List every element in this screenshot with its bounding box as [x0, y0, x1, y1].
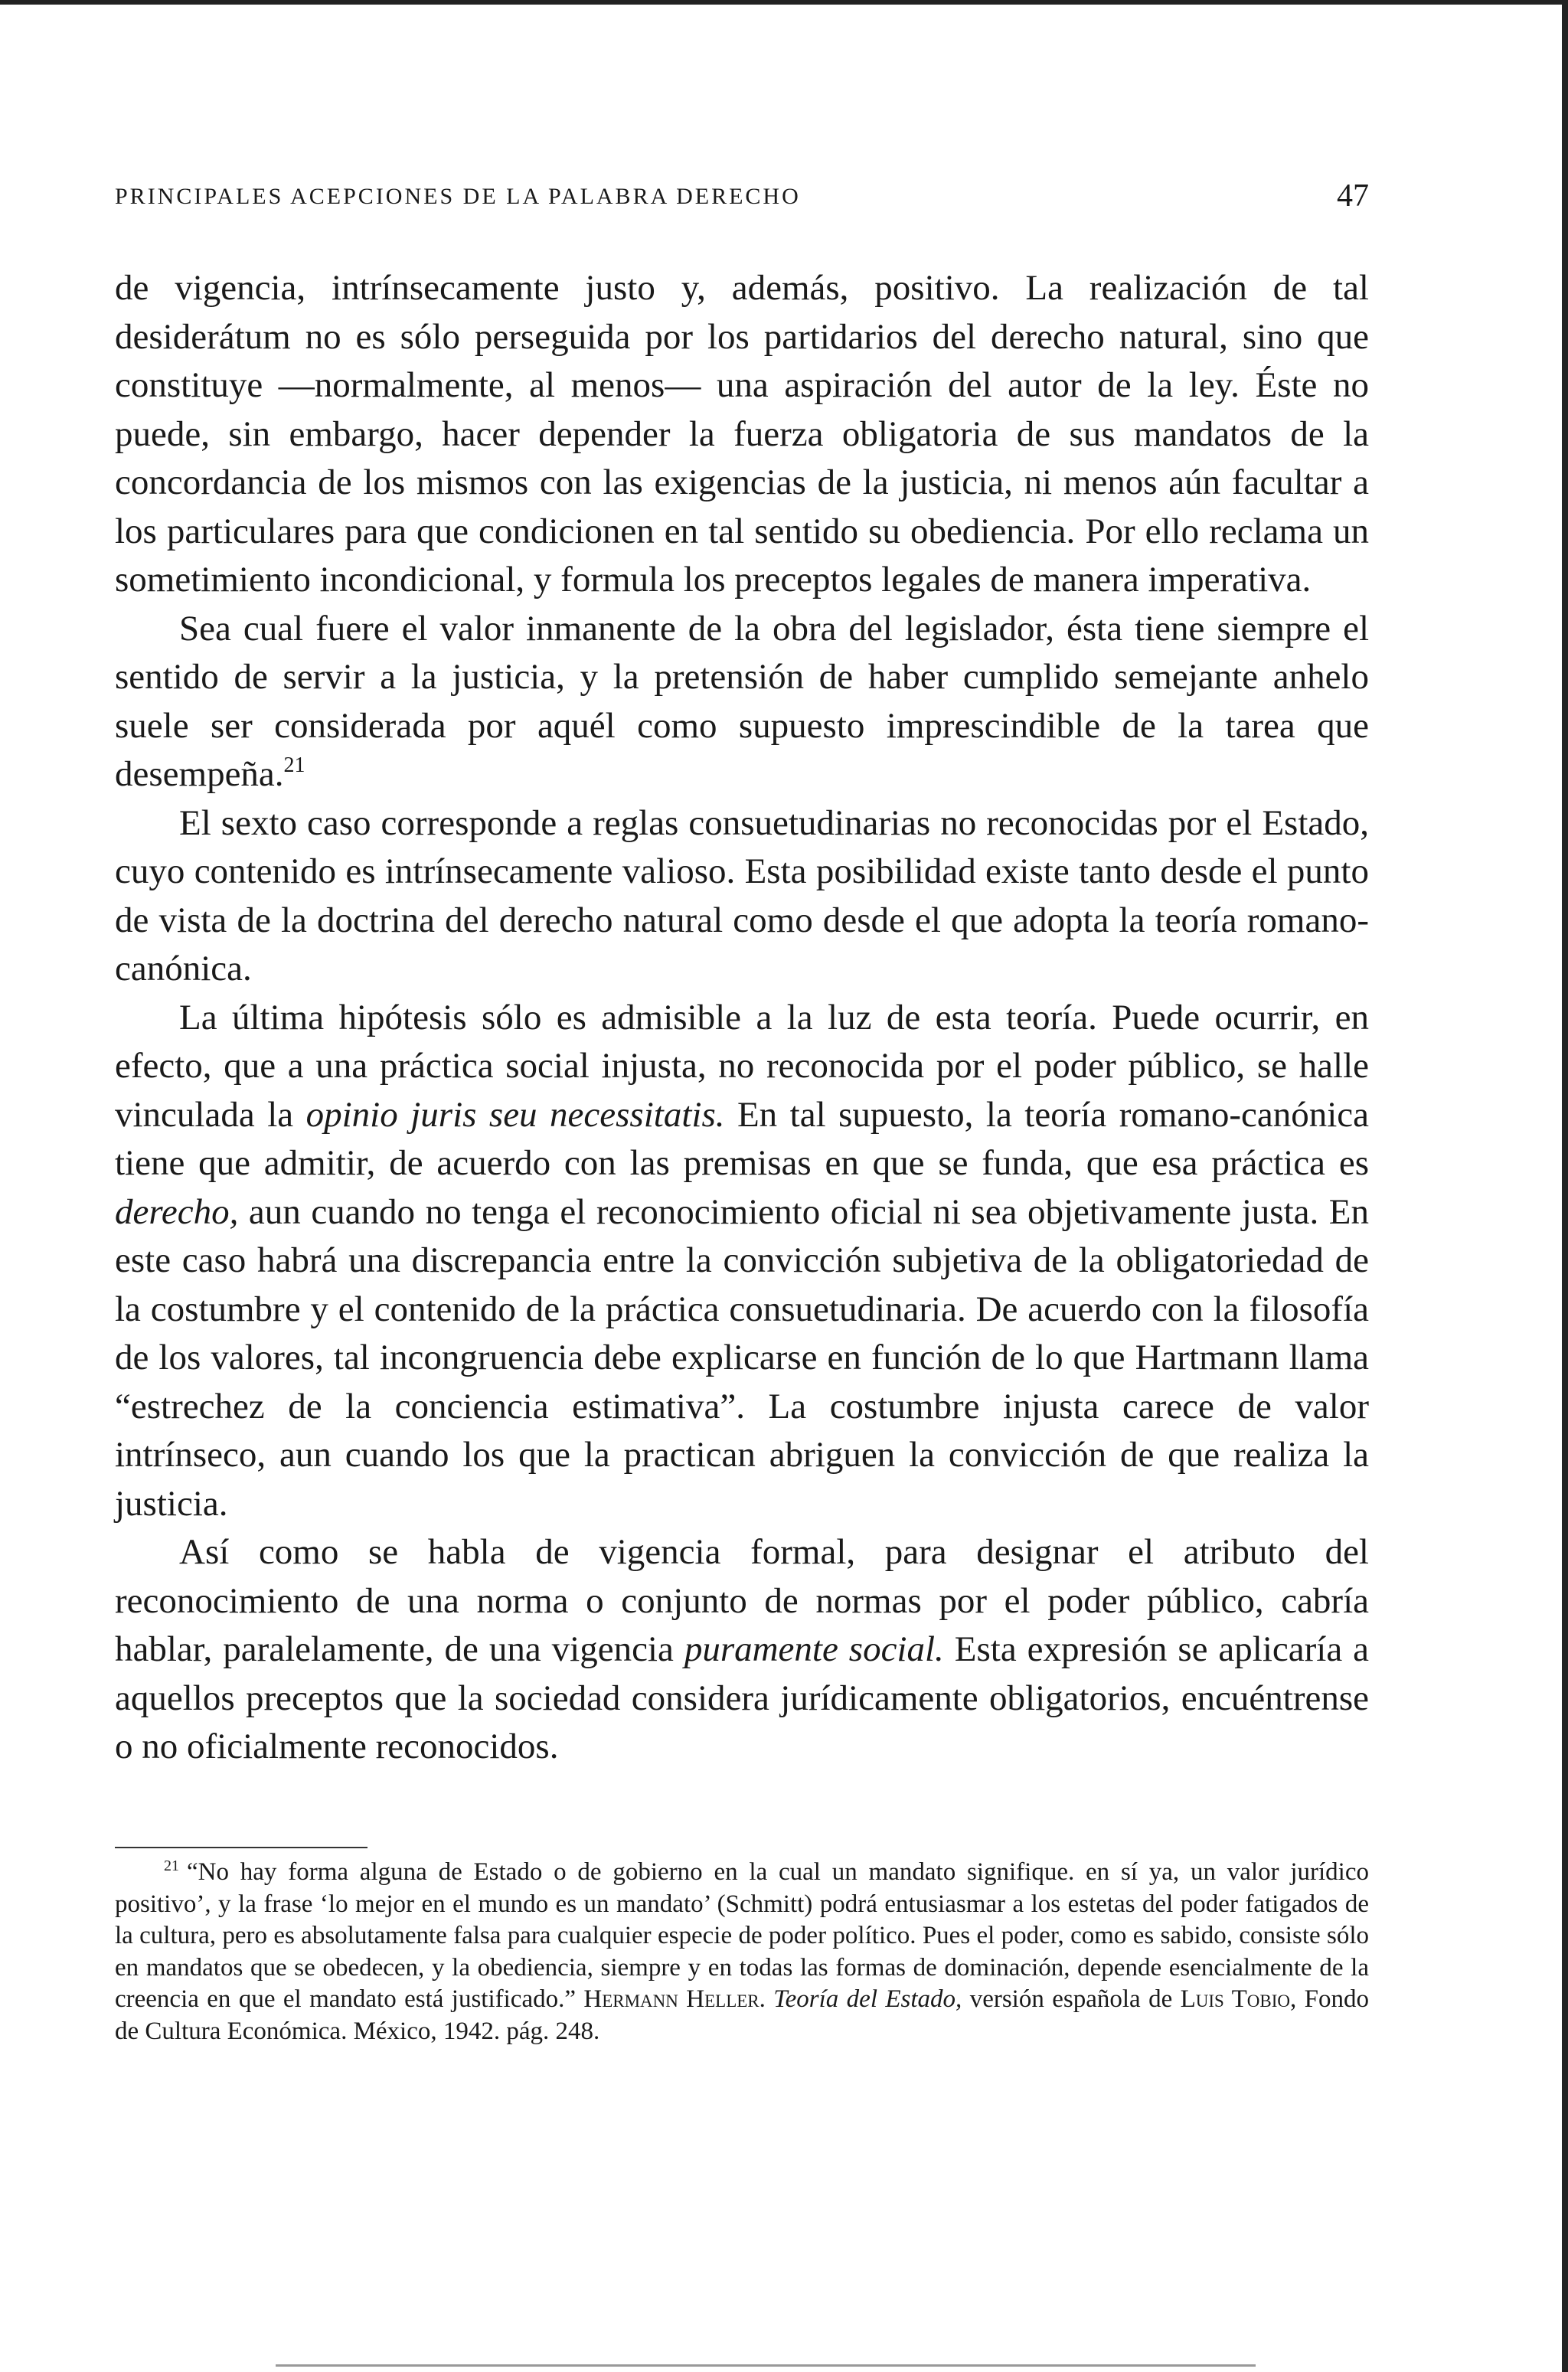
paragraph-3	[115, 799, 1369, 994]
page-edge-top	[0, 0, 1568, 5]
footnote-21	[115, 1857, 1369, 2047]
paragraph-4	[115, 994, 1369, 1529]
page-edge-right	[1562, 0, 1568, 2372]
footnote-ref-21[interactable]: 21	[283, 753, 305, 777]
paragraph-4-text-c: aun cuando no tenga el reconocimiento oficial ni sea objetivamente justa. En este caso habrá una discrepancia entre la convicción subjetiva de la obligatoriedad de la costumbre y el contenido de la práctica consuetudinaria. De acuerdo con la filosofía de los valores, tal incongruencia debe explicarse en función de lo que Hartmann llama “estrechez de la conciencia estimativa”. La costumbre injusta carece de valor intrínseco, aun cuando los que la practican abriguen la convicción de que realiza la justicia.	[115, 1191, 1369, 1524]
footnote-translator: Luis Tobio,	[1180, 1985, 1297, 2013]
bottom-rule	[276, 2364, 1256, 2367]
footnote-number: 21	[164, 1857, 179, 1874]
paragraph-2-text: Sea cual fuere el valor inmanente de la obra del legislador, ésta tiene siempre el sentido de servir a la justicia, y la pretensión de haber cumplido semejante anhelo suele ser considerada por aquél como supuesto imprescindible de la tarea que desempeña.	[115, 608, 1369, 794]
paragraph-4-italic-derecho: derecho,	[115, 1191, 239, 1232]
paragraph-1-text: de vigencia, intrínsecamente justo y, además, positivo. La realización de tal desiderátum no es sólo perseguida por los partidarios del derecho natural, sino que constituye —normalmente, al menos— una aspiración del autor de la ley. Éste no puede, sin embargo, hacer depender la fuerza obligatoria de sus mandatos de la concordancia de los mismos con las exigencias de la justicia, ni menos aún facultar a los particulares para que condicionen en tal sentido su obediencia. Por ello reclama un sometimiento incondicional, y formula los preceptos legales de manera imperativa.	[115, 268, 1369, 600]
paragraph-5-text-b: Esta expresión se aplicaría a aquellos preceptos que la sociedad considera jurídicamente obligatorios, encuéntrense o no oficialmente reconocidos.	[115, 1629, 1370, 1766]
footnote-text-c: Fondo de Cultura Económica. México, 1942. pág. 248.	[115, 1985, 1370, 2045]
footnote-rule	[115, 1847, 368, 1848]
page-number: 47	[1337, 178, 1369, 214]
paragraph-4-text-a: La última hipótesis sólo es admisible a la luz de esta teoría. Puede ocurrir, en efecto, que a una práctica social injusta, no reconocida por el poder público, se halle vinculada la	[115, 997, 1369, 1135]
paragraph-5-italic: puramente social.	[684, 1629, 944, 1669]
footnote-title: Teoría del Estado,	[773, 1985, 962, 2013]
paragraph-4-text-b: En tal supuesto, la teoría romano-canónica tiene que admitir, de acuerdo con las premisas en que se funda, que esa práctica es	[115, 1094, 1369, 1183]
running-title: PRINCIPALES ACEPCIONES DE LA PALABRA DERECHO	[115, 184, 801, 209]
body-text	[115, 264, 1369, 1772]
paragraph-3-text: El sexto caso corresponde a reglas consuetudinarias no reconocidas por el Estado, cuyo contenido es intrínsecamente valioso. Esta posibilidad existe tanto desde el punto de vista de la doctrina del derecho natural como desde el que adopta la teoría romano-canónica.	[115, 802, 1369, 988]
footnote-text-a: “No hay forma alguna de Estado o de gobierno en la cual un mandato signifique. en sí ya, un valor jurídico positivo’, y la frase ‘lo mejor en el mundo es un mandato’ (Schmitt) podrá entusiasmar a los estetas del poder fatigados de la cultura, pero es absolutamente falsa para cualquier especie de poder político. Pues el poder, como es sabido, consiste sólo en mandatos que se obedecen, y la obediencia, siempre y en todas las formas de dominación, depende esencialmente de la creencia en que el mandato está justificado.”	[115, 1858, 1369, 2013]
paragraph-2	[115, 605, 1369, 799]
paragraph-1	[115, 264, 1369, 605]
paragraph-4-italic-latin: opinio juris seu necessitatis.	[305, 1094, 725, 1135]
running-head	[115, 178, 1369, 224]
paragraph-5-text-a: Así como se habla de vigencia formal, para designar el atributo del reconocimiento de una norma o conjunto de normas por el poder público, cabría hablar, paralelamente, de una vigencia	[115, 1532, 1369, 1669]
paragraph-5	[115, 1528, 1369, 1772]
footnote-author: Hermann Heller.	[583, 1985, 766, 2013]
footnote-text-b: versión española de	[962, 1985, 1181, 2013]
